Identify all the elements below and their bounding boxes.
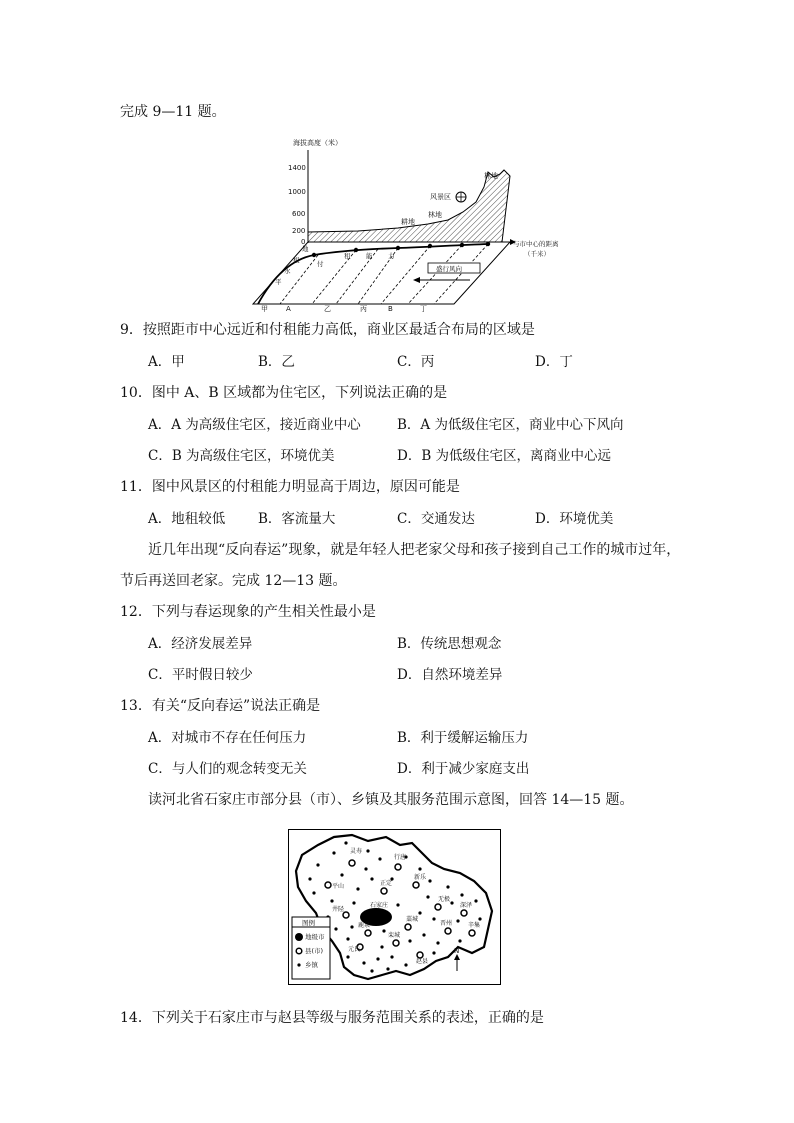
- wind-arrow-icon: [413, 277, 420, 283]
- question-10-stem: 10．图中 A、B 区域都为住宅区，下列说法正确的是: [120, 385, 448, 401]
- q9-option-d[interactable]: D．丁: [535, 354, 573, 370]
- q11-option-c[interactable]: C．交通发达: [397, 511, 475, 527]
- rent-label: 租: [344, 252, 351, 260]
- y-tick: 1400: [288, 164, 306, 172]
- place-label: 元氏: [348, 946, 361, 953]
- y-tick: 600: [292, 210, 306, 218]
- x-axis-unit: （千米）: [524, 250, 550, 258]
- q9-option-a[interactable]: A．甲: [148, 354, 185, 370]
- zone-label: 丁: [420, 305, 427, 313]
- shijiazhuang-map: [288, 829, 501, 985]
- wind-label: 盛行风向: [436, 265, 462, 273]
- zone-label: 丙: [360, 305, 367, 313]
- q9-option-c[interactable]: C．丙: [397, 354, 435, 370]
- q12-option-a[interactable]: A．经济发展差异: [148, 636, 253, 652]
- q12-option-c[interactable]: C．平时假日较少: [148, 667, 253, 683]
- place-label: 辛集: [468, 922, 481, 929]
- rent-curve: [258, 244, 488, 304]
- q11-option-a[interactable]: A．地租较低: [148, 511, 226, 527]
- place-label: 平山: [332, 883, 345, 890]
- place-label: 井陉: [332, 906, 345, 913]
- legend-title: 图例: [302, 919, 315, 927]
- q12-option-b[interactable]: B．传统思想观念: [397, 636, 502, 652]
- q10-option-d[interactable]: D．B 为低级住宅区，离商业中心远: [397, 448, 612, 464]
- place-label: 栾城: [388, 932, 401, 939]
- q10-option-a[interactable]: A．A 为高级住宅区，接近商业中心: [148, 417, 361, 433]
- question-14-stem: 14．下列关于石家庄市与赵县等级与服务范围关系的表述，正确的是: [120, 1010, 544, 1026]
- q13-option-c[interactable]: C．与人们的观念转变无关: [148, 761, 307, 777]
- elevation-rent-figure: [248, 132, 559, 314]
- rent-label: 付: [317, 260, 324, 268]
- rent-label: 能: [366, 252, 373, 260]
- zone-label: B: [388, 305, 393, 313]
- question-12-stem: 12．下列与春运现象的产生相关性最小是: [120, 604, 376, 620]
- question-13-stem: 13．有关“反向春运”说法正确是: [120, 698, 321, 714]
- zone-label: 甲: [261, 305, 268, 313]
- q12-option-d[interactable]: D．自然环境差异: [397, 667, 503, 683]
- place-label: 无极: [438, 896, 451, 903]
- elevation-rent-diagram: [248, 132, 559, 314]
- rent-label: 租: [293, 256, 300, 264]
- y-tick: 200: [292, 227, 306, 235]
- q13-option-a[interactable]: A．对城市不存在任何压力: [148, 730, 307, 746]
- question-9-stem: 9．按照距市中心远近和付租能力高低，商业区最适合布局的区域是: [120, 322, 535, 338]
- place-label: 灵寿: [350, 848, 363, 855]
- place-label: 赵县: [416, 958, 429, 965]
- passage-reverse-spring-line1: 近几年出现“反向春运”现象，就是年轻人把老家父母和孩子接到自己工作的城市过年，: [148, 542, 681, 558]
- rent-label: 平: [275, 278, 282, 286]
- intro-14-15: 读河北省石家庄市部分县（市）、乡镇及其服务范围示意图，回答 14—15 题。: [148, 792, 634, 808]
- q13-option-b[interactable]: B．利于缓解运输压力: [397, 730, 529, 746]
- place-label: 正定: [380, 880, 393, 887]
- y-tick: 0: [301, 238, 306, 246]
- x-axis-title: 与市中心的距离: [513, 240, 559, 248]
- legend-item: 地级市: [305, 933, 325, 941]
- legend-item: 县(市): [305, 947, 324, 955]
- rent-label: 力: [388, 252, 395, 260]
- label-farmland: 耕地: [401, 218, 415, 226]
- rent-label: 地: [302, 245, 309, 253]
- y-tick: 1000: [288, 188, 306, 196]
- north-label: N: [454, 947, 460, 955]
- legend-item: 乡镇: [305, 961, 318, 969]
- zone-label: A: [286, 305, 291, 313]
- q9-option-b[interactable]: B．乙: [258, 354, 295, 370]
- label-scenic: 风景区: [430, 193, 451, 201]
- rent-label: 水: [284, 267, 291, 275]
- q11-option-b[interactable]: B．客流量大: [258, 511, 336, 527]
- passage-reverse-spring-line2: 节后再送回老家。完成 12—13 题。: [120, 573, 347, 589]
- q10-option-c[interactable]: C．B 为高级住宅区，环境优美: [148, 448, 335, 464]
- shijiazhuang-map-figure: [288, 829, 501, 985]
- y-axis-title: 海拔高度（米）: [293, 139, 342, 147]
- q11-option-d[interactable]: D．环境优美: [535, 511, 614, 527]
- label-forest-top: 林地: [484, 172, 498, 180]
- terrain-profile: [308, 170, 510, 242]
- question-11-stem: 11．图中风景区的付租能力明显高于周边，原因可能是: [120, 479, 460, 495]
- place-label: 鹿泉: [358, 922, 371, 929]
- place-label: 晋州: [440, 920, 453, 927]
- place-label: 新乐: [414, 874, 427, 881]
- place-label: 藁城: [406, 916, 419, 923]
- place-label: 深泽: [460, 902, 473, 909]
- place-label: 石家庄: [370, 902, 389, 909]
- zone-label: 乙: [324, 305, 331, 313]
- q13-option-d[interactable]: D．利于减少家庭支出: [397, 761, 530, 777]
- label-forest-mid: 林地: [428, 211, 442, 219]
- place-label: 行唐: [394, 854, 407, 861]
- q10-option-b[interactable]: B．A 为低级住宅区，商业中心下风向: [397, 417, 624, 433]
- intro-9-11: 完成 9—11 题。: [120, 104, 226, 120]
